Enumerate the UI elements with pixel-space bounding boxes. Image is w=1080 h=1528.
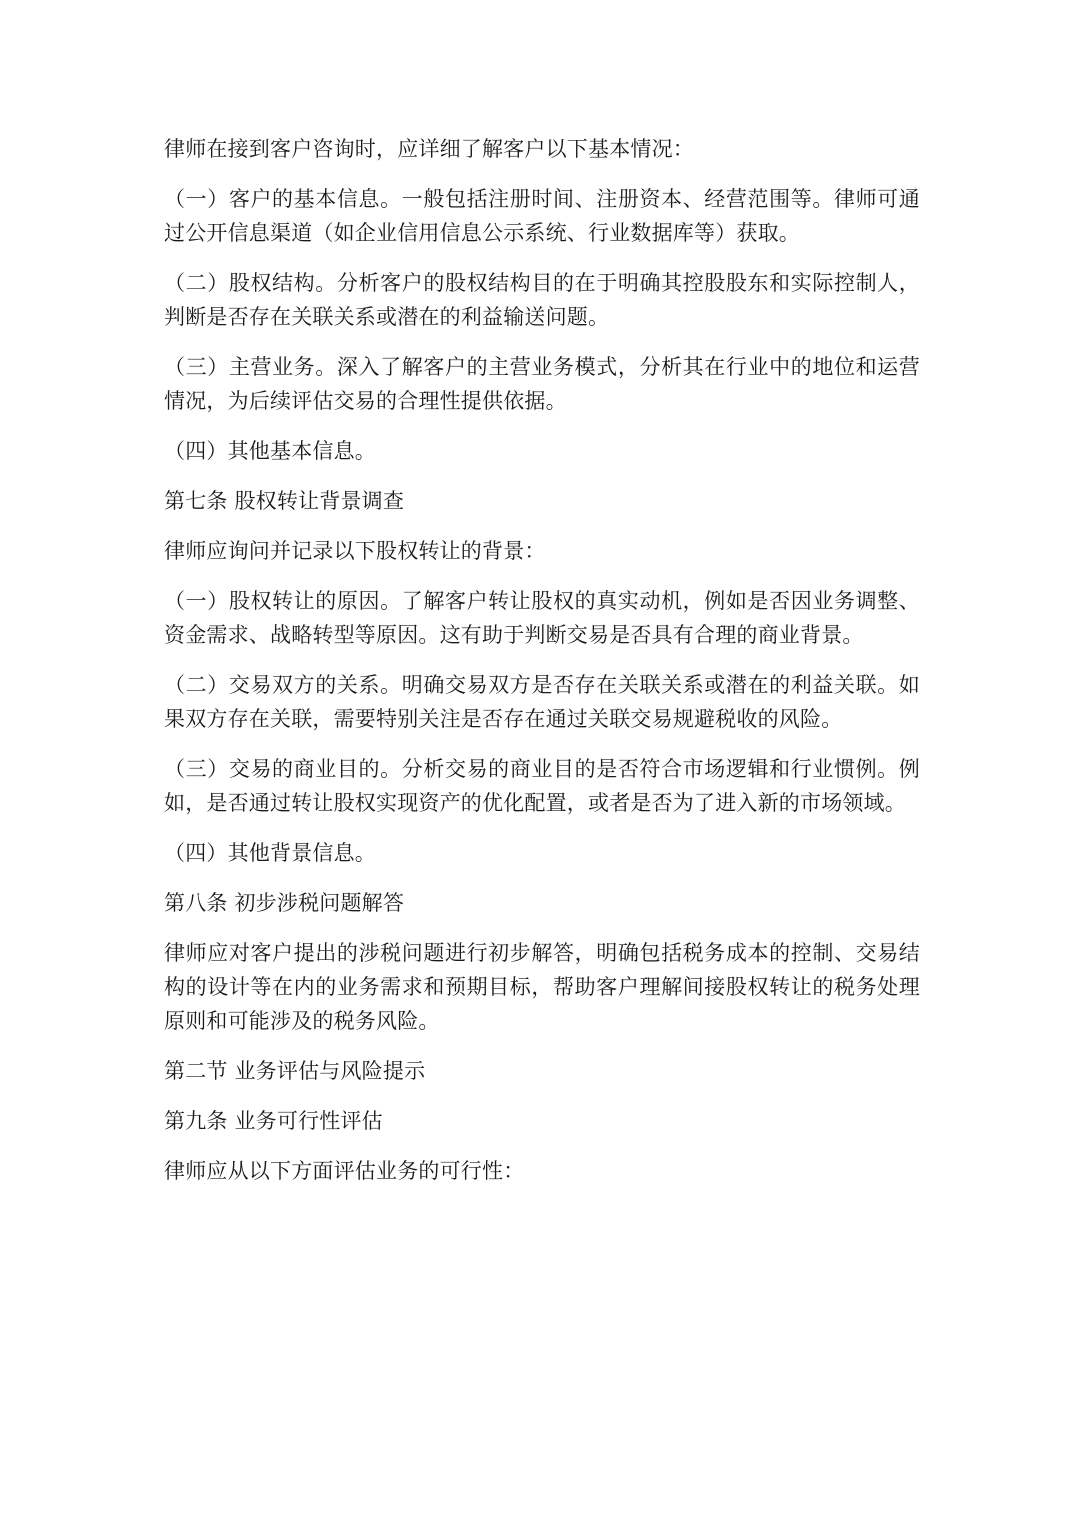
background-item-4: （四）其他背景信息。 — [164, 841, 376, 865]
section-2-heading: 第二节 业务评估与风险提示 — [164, 1059, 426, 1083]
basic-info-item-2: （二）股权结构。分析客户的股权结构目的在于明确其控股股东和实际控制人，判断是否存在关联关系或潜在的利益输送问题。 — [164, 271, 920, 329]
background-item-2: （二）交易双方的关系。明确交易双方是否存在关联关系或潜在的利益关联。如果双方存在关联，需要特别关注是否存在通过关联交易规避税收的风险。 — [164, 673, 920, 731]
background-item-1: （一）股权转让的原因。了解客户转让股权的真实动机，例如是否因业务调整、资金需求、战略转型等原因。这有助于判断交易是否具有合理的商业背景。 — [164, 589, 920, 647]
basic-info-item-3: （三）主营业务。深入了解客户的主营业务模式，分析其在行业中的地位和运营情况，为后续评估交易的合理性提供依据。 — [164, 355, 920, 413]
basic-info-item-1: （一）客户的基本信息。一般包括注册时间、注册资本、经营范围等。律师可通过公开信息渠道（如企业信用信息公示系统、行业数据库等）获取。 — [164, 187, 920, 245]
article-7-heading: 第七条 股权转让背景调查 — [164, 489, 405, 513]
article-8-body: 律师应对客户提出的涉税问题进行初步解答，明确包括税务成本的控制、交易结构的设计等在内的业务需求和预期目标，帮助客户理解间接股权转让的税务处理原则和可能涉及的税务风险。 — [164, 941, 920, 1033]
article-7-intro: 律师应询问并记录以下股权转让的背景： — [164, 539, 546, 563]
document-body — [164, 132, 920, 1204]
background-item-3: （三）交易的商业目的。分析交易的商业目的是否符合市场逻辑和行业惯例。例如，是否通过转让股权实现资产的优化配置，或者是否为了进入新的市场领域。 — [164, 757, 920, 815]
article-9-heading: 第九条 业务可行性评估 — [164, 1109, 383, 1133]
article-8-heading: 第八条 初步涉税问题解答 — [164, 891, 405, 915]
intro-paragraph: 律师在接到客户咨询时，应详细了解客户以下基本情况： — [164, 137, 694, 161]
basic-info-item-4: （四）其他基本信息。 — [164, 439, 376, 463]
article-9-intro: 律师应从以下方面评估业务的可行性： — [164, 1159, 525, 1183]
